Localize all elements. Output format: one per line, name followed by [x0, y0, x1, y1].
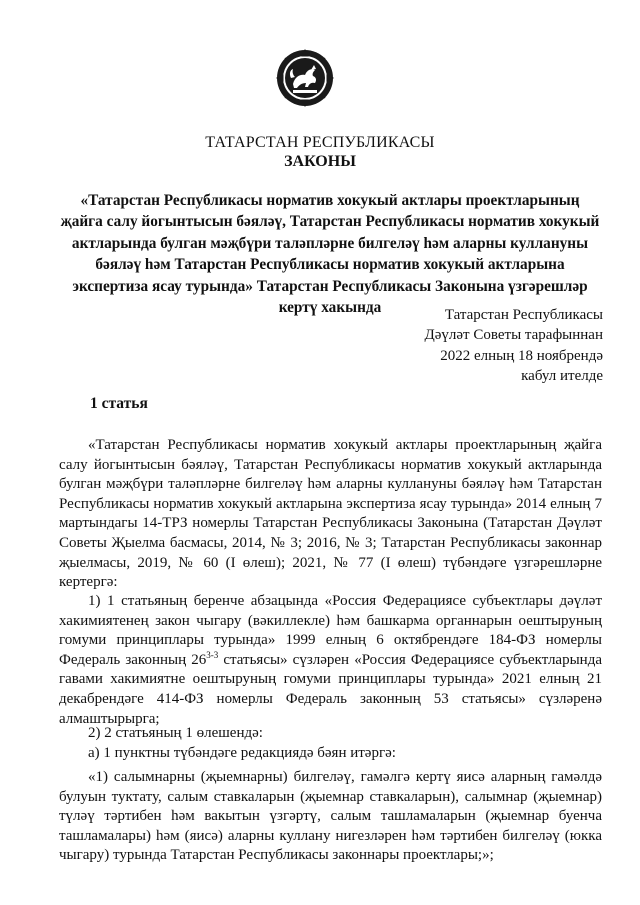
- article-heading: 1 статья: [90, 395, 148, 412]
- paragraph-text: статьясы» сүзләрен «Россия Федерациясе субъектларында гавами хакимиятне оештыруның гомуми принциплары турында» 2021 елның 21 декабрендәге 414-ФЗ номерлы Федераль законның 53 статьясы» сүзләренә алмаштырырга;: [59, 651, 602, 727]
- paragraph-intro: «Татарстан Республикасы норматив хокукый актлары проектларының җайга салу йогынтысын бәяләү, Татарстан Республикасы норматив хокукый актларында булган мәҗбүри таләпләрне билгеләү һәм аларны куллануны бәяләү һәм Татарстан Республикасы норматив хокукый актларына экспертиза ясау турында» 2014 елның 7 мартындагы 14-ТРЗ номерлы Татарстан Республикасы Законына (Татарстан Дәүләт Советы Җыелма басмасы, 2014, № 3; 2016, № 3; Татарстан Республикасы законнар җыелмасы, 2019, № 60 (I өлеш); 2021, № 77 (I өлеш) түбәндәге үзгәрешләрне кертергә:: [59, 437, 602, 591]
- paragraph-subitem-a: а) 1 пунктны түбәндәге редакциядә бәян итәргә:: [88, 745, 396, 761]
- superscript: 3-3: [206, 649, 219, 660]
- adoption-line: Дәүләт Советы тарафыннан: [424, 327, 603, 344]
- law-heading: ЗАКОНЫ: [284, 153, 356, 170]
- paragraph-item-1: [59, 592, 602, 729]
- adoption-date: 2022 елның 18 ноябрендә: [440, 347, 603, 364]
- adoption-line: Татарстан Республикасы: [444, 307, 603, 323]
- adoption-line: кабул ителде: [521, 367, 603, 384]
- paragraph-text: 1) 1 статьяның беренче абзацында «Россия Федерациясе субъектлары дәүләт хакимиятенең закон чыгару (вәкиллекле) һәм башкарма органнарын оештыруның гомуми принциплары турында» 1999 елның 6 октябрендәге 184-ФЗ номерлы Федераль законның 26: [59, 593, 602, 668]
- paragraph-quote: «1) салымнарны (җыемнарны) билгеләү, гамәлгә кертү яисә аларның гамәлдә булуын туктату, салым ставкаларын (җыемнар ставкаларын), салымнар (җыемнар) түләү тәртибен һәм вакытын үзгәртү, салым ташламаларын (җыемнар буенча ташламалары) һәм (яисә) аларны куллану нигезләрен һәм тәртибен билгеләү (юкка чыгару) турында Татарстан Республикасы законнары проектлары;»;: [59, 769, 602, 864]
- adoption-block: [303, 305, 603, 386]
- tatarstan-emblem-icon: [275, 48, 335, 108]
- paragraph-item-2: 2) 2 статьяның 1 өлешендә:: [88, 725, 263, 741]
- law-title: «Татарстан Республикасы норматив хокукый актлары проектларының җайга салу йогынтысын бәяләү, Татарстан Республикасы норматив хокукый актларында булган мәҗбүри таләпләрне билгеләү һәм аларны куллануны бәяләү һәм Татарстан Республикасы норматив хокукый актларына экспертиза ясау турында» Татарстан Республикасы Законына үзгәрешләр кертү хакында: [60, 192, 600, 317]
- republic-heading: ТАТАРСТАН РЕСПУБЛИКАСЫ: [205, 134, 435, 151]
